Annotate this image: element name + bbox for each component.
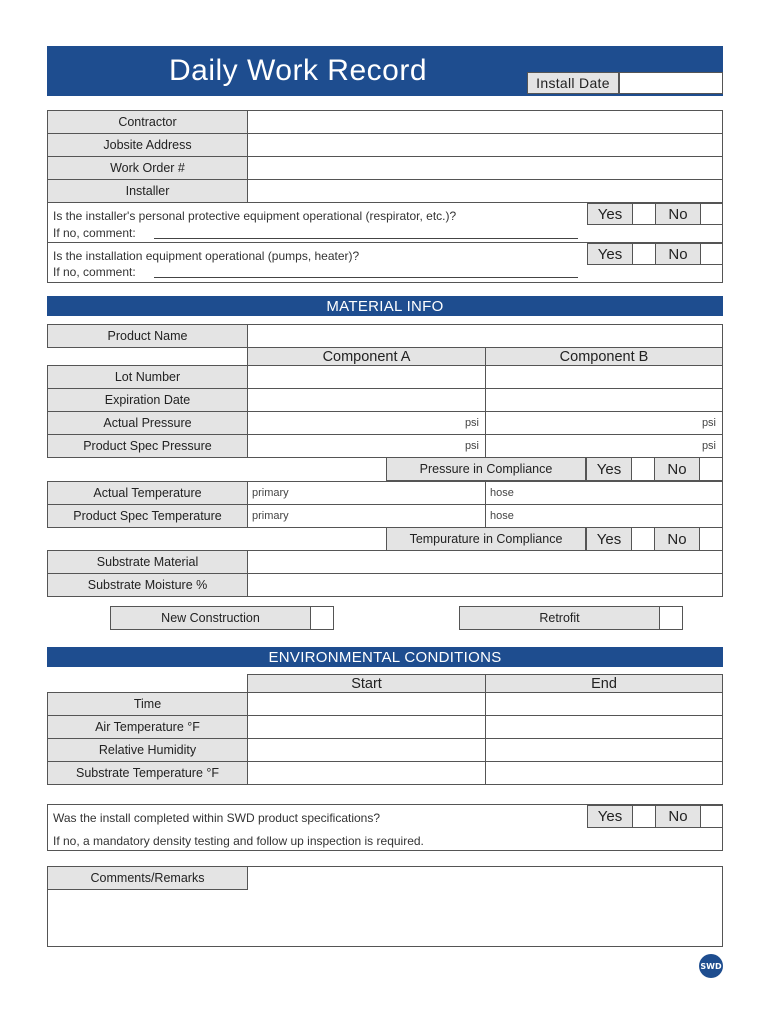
ppe-yes-checkbox[interactable]	[632, 203, 656, 225]
actual-pressure-label: Actual Pressure	[47, 411, 248, 435]
lot-number-label: Lot Number	[47, 365, 248, 389]
equipment-yes-label: Yes	[587, 243, 633, 265]
title-banner	[47, 46, 723, 96]
ppe-question: Is the installer's personal protective equipment operational (respirator, etc.)?	[53, 209, 457, 223]
jobsite-address-label: Jobsite Address	[47, 133, 248, 157]
spec-pressure-label: Product Spec Pressure	[47, 434, 248, 458]
comments-label: Comments/Remarks	[47, 866, 248, 890]
substrate-temp-end-field[interactable]	[485, 761, 723, 785]
time-start-field[interactable]	[247, 692, 486, 716]
work-order-label: Work Order #	[47, 156, 248, 180]
actual-temperature-label: Actual Temperature	[47, 481, 248, 505]
temp-no-label: No	[654, 527, 700, 551]
psi-unit: psi	[701, 417, 716, 429]
retrofit-label: Retrofit	[459, 606, 660, 630]
hose-label: hose	[490, 510, 514, 522]
installer-label: Installer	[47, 179, 248, 203]
humidity-end-field[interactable]	[485, 738, 723, 762]
pressure-no-checkbox[interactable]	[699, 457, 723, 481]
pressure-yes-label: Yes	[586, 457, 632, 481]
spec-pressure-a-field[interactable]	[247, 434, 486, 458]
air-temperature-label: Air Temperature °F	[47, 715, 248, 739]
substrate-temp-start-field[interactable]	[247, 761, 486, 785]
air-temp-start-field[interactable]	[247, 715, 486, 739]
ppe-yes-label: Yes	[587, 203, 633, 225]
component-a-header: Component A	[247, 347, 486, 366]
spec-pressure-b-field[interactable]	[485, 434, 723, 458]
equipment-no-label: No	[655, 243, 701, 265]
swd-logo-icon	[699, 954, 723, 978]
component-b-header: Component B	[485, 347, 723, 366]
contractor-field[interactable]	[247, 110, 723, 134]
actual-pressure-a-field[interactable]	[247, 411, 486, 435]
expiration-b-field[interactable]	[485, 388, 723, 412]
completion-yes-checkbox[interactable]	[632, 805, 656, 828]
installer-field[interactable]	[247, 179, 723, 203]
equipment-comment-line[interactable]	[154, 277, 578, 278]
expiration-date-label: Expiration Date	[47, 388, 248, 412]
substrate-material-field[interactable]	[247, 550, 723, 574]
substrate-temperature-label: Substrate Temperature °F	[47, 761, 248, 785]
completion-no-label: No	[655, 805, 701, 828]
actual-temp-primary-field[interactable]	[247, 481, 486, 505]
pressure-no-label: No	[654, 457, 700, 481]
temp-yes-label: Yes	[586, 527, 632, 551]
completion-yes-label: Yes	[587, 805, 633, 828]
temp-no-checkbox[interactable]	[699, 527, 723, 551]
psi-unit: psi	[464, 417, 479, 429]
temp-yes-checkbox[interactable]	[631, 527, 655, 551]
substrate-moisture-label: Substrate Moisture %	[47, 573, 248, 597]
new-construction-label: New Construction	[110, 606, 311, 630]
substrate-material-label: Substrate Material	[47, 550, 248, 574]
lot-number-a-field[interactable]	[247, 365, 486, 389]
completion-block	[47, 804, 723, 851]
ppe-no-label: No	[655, 203, 701, 225]
actual-pressure-b-field[interactable]	[485, 411, 723, 435]
pressure-yes-checkbox[interactable]	[631, 457, 655, 481]
ppe-comment-line[interactable]	[154, 238, 578, 239]
air-temp-end-field[interactable]	[485, 715, 723, 739]
retrofit-checkbox[interactable]	[659, 606, 683, 630]
ppe-comment-prompt: If no, comment:	[53, 226, 136, 240]
time-label: Time	[47, 692, 248, 716]
material-info-banner: MATERIAL INFO	[47, 296, 723, 316]
ppe-no-checkbox[interactable]	[700, 203, 723, 225]
jobsite-address-field[interactable]	[247, 133, 723, 157]
completion-note: If no, a mandatory density testing and follow up inspection is required.	[53, 834, 424, 848]
time-end-field[interactable]	[485, 692, 723, 716]
spec-temp-hose-field[interactable]	[485, 504, 723, 528]
equipment-yes-checkbox[interactable]	[632, 243, 656, 265]
lot-number-b-field[interactable]	[485, 365, 723, 389]
work-order-field[interactable]	[247, 156, 723, 180]
end-header: End	[485, 674, 723, 693]
ppe-question-block	[47, 202, 723, 243]
install-date-field[interactable]	[619, 72, 723, 94]
install-date-label: Install Date	[527, 72, 619, 94]
equipment-question: Is the installation equipment operational (pumps, heater)?	[53, 249, 360, 263]
spec-temp-primary-field[interactable]	[247, 504, 486, 528]
psi-unit: psi	[701, 440, 716, 452]
new-construction-checkbox[interactable]	[310, 606, 334, 630]
completion-question: Was the install completed within SWD product specifications?	[53, 811, 381, 825]
spec-temperature-label: Product Spec Temperature	[47, 504, 248, 528]
pressure-compliance-label: Pressure in Compliance	[386, 457, 586, 481]
expiration-a-field[interactable]	[247, 388, 486, 412]
product-name-field[interactable]	[247, 324, 723, 348]
substrate-moisture-field[interactable]	[247, 573, 723, 597]
equipment-comment-prompt: If no, comment:	[53, 265, 136, 279]
primary-label: primary	[252, 487, 289, 499]
equipment-no-checkbox[interactable]	[700, 243, 723, 265]
relative-humidity-label: Relative Humidity	[47, 738, 248, 762]
psi-unit: psi	[464, 440, 479, 452]
start-header: Start	[247, 674, 486, 693]
environment-banner: ENVIRONMENTAL CONDITIONS	[47, 647, 723, 667]
product-name-label: Product Name	[47, 324, 248, 348]
completion-no-checkbox[interactable]	[700, 805, 723, 828]
humidity-start-field[interactable]	[247, 738, 486, 762]
contractor-label: Contractor	[47, 110, 248, 134]
temp-compliance-label: Tempurature in Compliance	[386, 527, 586, 551]
logo-text: SWD	[700, 961, 722, 971]
hose-label: hose	[490, 487, 514, 499]
page-title: Daily Work Record	[169, 54, 428, 87]
actual-temp-hose-field[interactable]	[485, 481, 723, 505]
primary-label: primary	[252, 510, 289, 522]
equipment-question-block	[47, 242, 723, 283]
